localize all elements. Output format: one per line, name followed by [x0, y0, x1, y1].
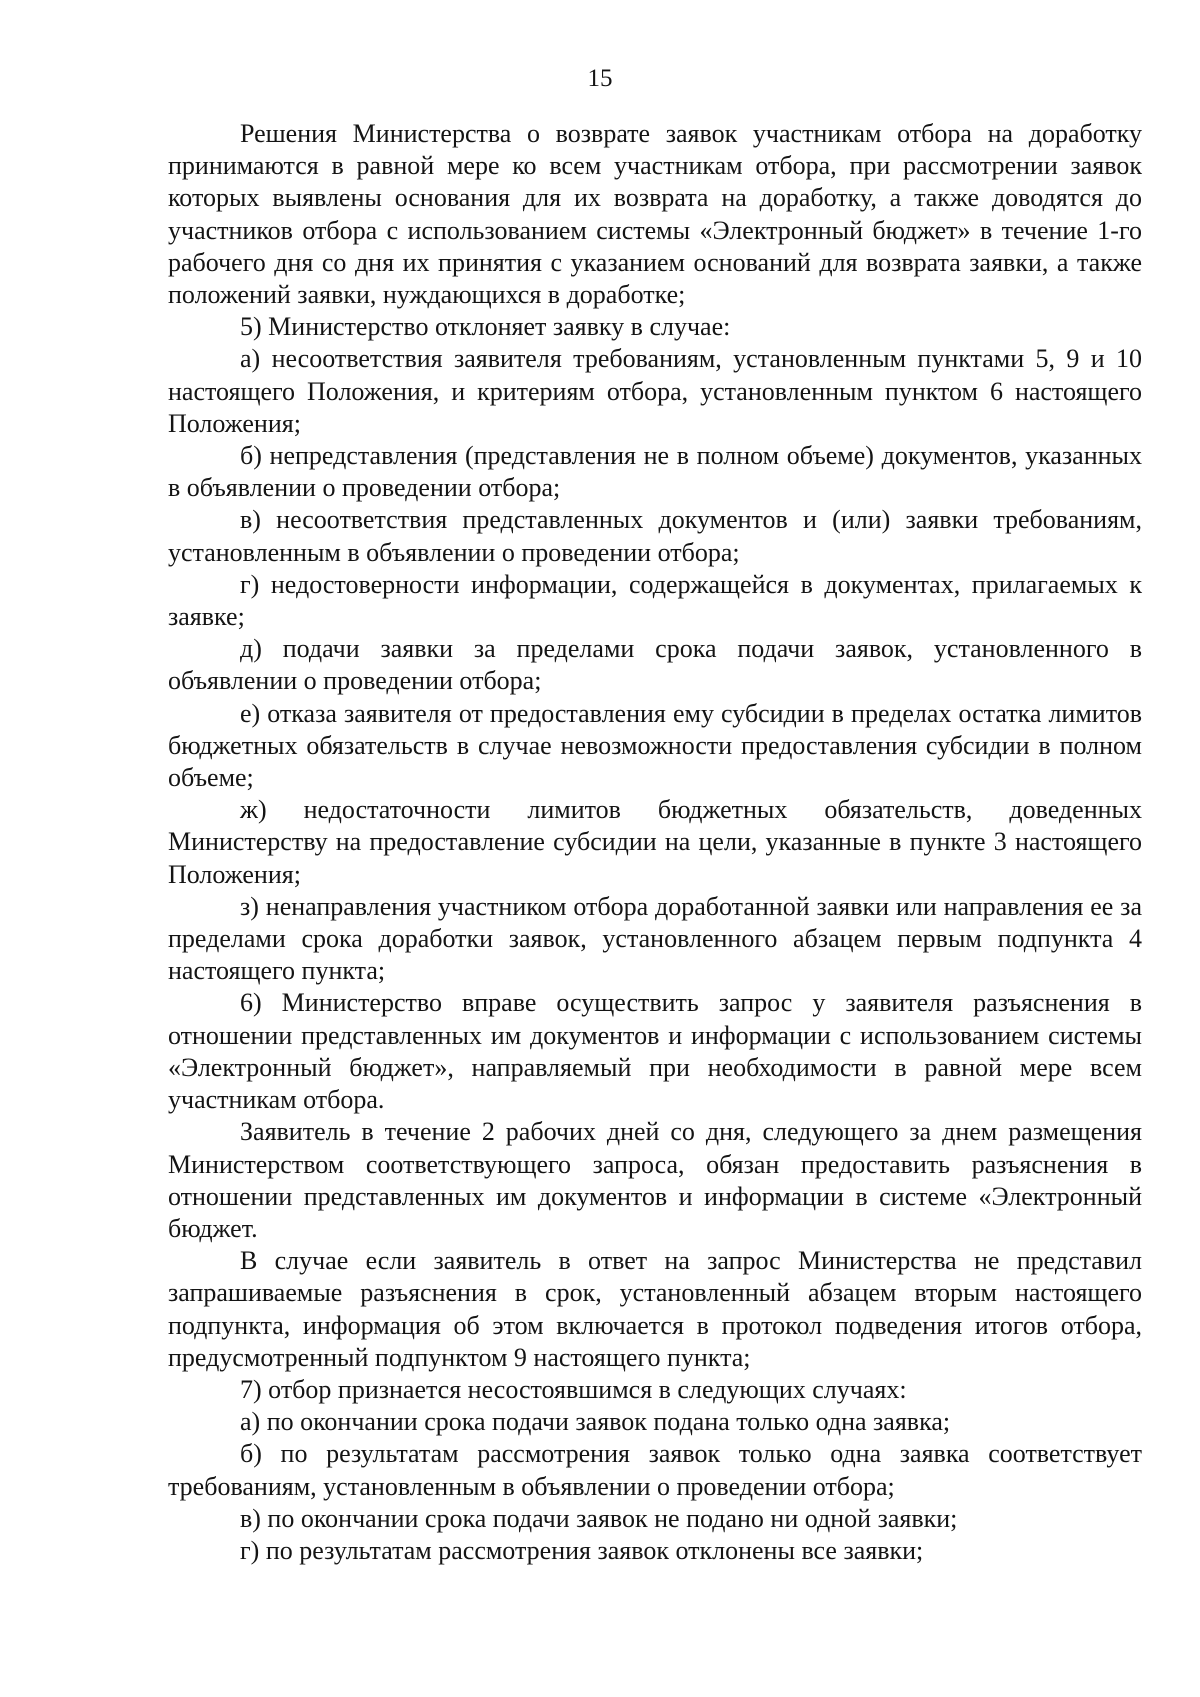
page-number: 15 — [587, 65, 613, 92]
paragraph-item-5d: д) подачи заявки за пределами срока подачи заявок, установленного в объявлении о проведении отбора; — [168, 634, 1142, 696]
paragraph-item-7a: а) по окончании срока подачи заявок подана только одна заявка; — [240, 1407, 951, 1437]
paragraph-item-5e: е) отказа заявителя от предоставления ему субсидии в пределах остатка лимитов бюджетных обязательств в случае невозможности предоставления субсидии в полном объеме; — [168, 698, 1142, 793]
paragraph-item-5zh: ж) недостаточности лимитов бюджетных обязательств, доведенных Министерству на предоставление субсидии на цели, указанные в пункте 3 настоящего Положения; — [168, 795, 1142, 889]
paragraph-item-5g: г) недостоверности информации, содержащейся в документах, прилагаемых к заявке; — [168, 569, 1142, 632]
paragraph-item-5: 5) Министерство отклоняет заявку в случае: — [240, 312, 731, 342]
paragraph-clarification-missing: В случае если заявитель в ответ на запрос Министерства не представил запрашиваемые разъяснения в срок, установленный абзацем вторым настоящего подпункта, информация об этом включается в протокол подведения итогов отбора, предусмотренный подпунктом 9 настоящего пункта; — [168, 1246, 1142, 1372]
paragraph-item-7b: б) по результатам рассмотрения заявок только одна заявка соответствует требованиям, установленным в объявлении о проведении отбора; — [168, 1439, 1142, 1501]
paragraph-item-6: 6) Министерство вправе осуществить запрос у заявителя разъяснения в отношении представленных им документов и информации с использованием системы «Электронный бюджет», направляемый при необходимости в равной мере всем участникам отбора. — [168, 988, 1142, 1115]
paragraph-applicant-clarification: Заявитель в течение 2 рабочих дней со дня, следующего за днем размещения Министерством соответствующего запроса, обязан предоставить разъяснения в отношении представленных им документов и информации в системе «Электронный бюджет. — [168, 1117, 1142, 1243]
paragraph-item-5z: з) ненаправления участником отбора доработанной заявки или направления ее за пределами срока доработки заявок, установленного абзацем первым подпункта 4 настоящего пункта; — [168, 891, 1142, 986]
paragraph-item-7: 7) отбор признается несостоявшимся в следующих случаях: — [240, 1374, 907, 1404]
paragraph-return-decisions: Решения Министерства о возврате заявок участникам отбора на доработку принимаются в равной мере ко всем участникам отбора, при рассмотрении заявок которых выявлены основания для их возврата на доработку, а также доводятся до участников отбора с использованием системы «Электронный бюджет» в течение 1-го рабочего дня со дня их принятия с указанием оснований для возврата заявки, а также положений заявки, нуждающихся в доработке; — [168, 119, 1142, 310]
paragraph-item-5a: а) несоответствия заявителя требованиям, установленным пунктами 5, 9 и 10 настоящего Положения, и критериям отбора, установленным пунктом 6 настоящего Положения; — [168, 344, 1142, 438]
paragraph-item-5b: б) непредставления (представления не в полном объеме) документов, указанных в объявлении о проведении отбора; — [168, 441, 1142, 503]
document-body — [168, 118, 1142, 1567]
paragraph-item-5v: в) несоответствия представленных документов и (или) заявки требованиям, установленным в объявлении о проведении отбора; — [168, 505, 1142, 567]
paragraph-item-7v: в) по окончании срока подачи заявок не подано ни одной заявки; — [240, 1503, 958, 1533]
paragraph-item-7g: г) по результатам рассмотрения заявок отклонены все заявки; — [240, 1535, 924, 1565]
